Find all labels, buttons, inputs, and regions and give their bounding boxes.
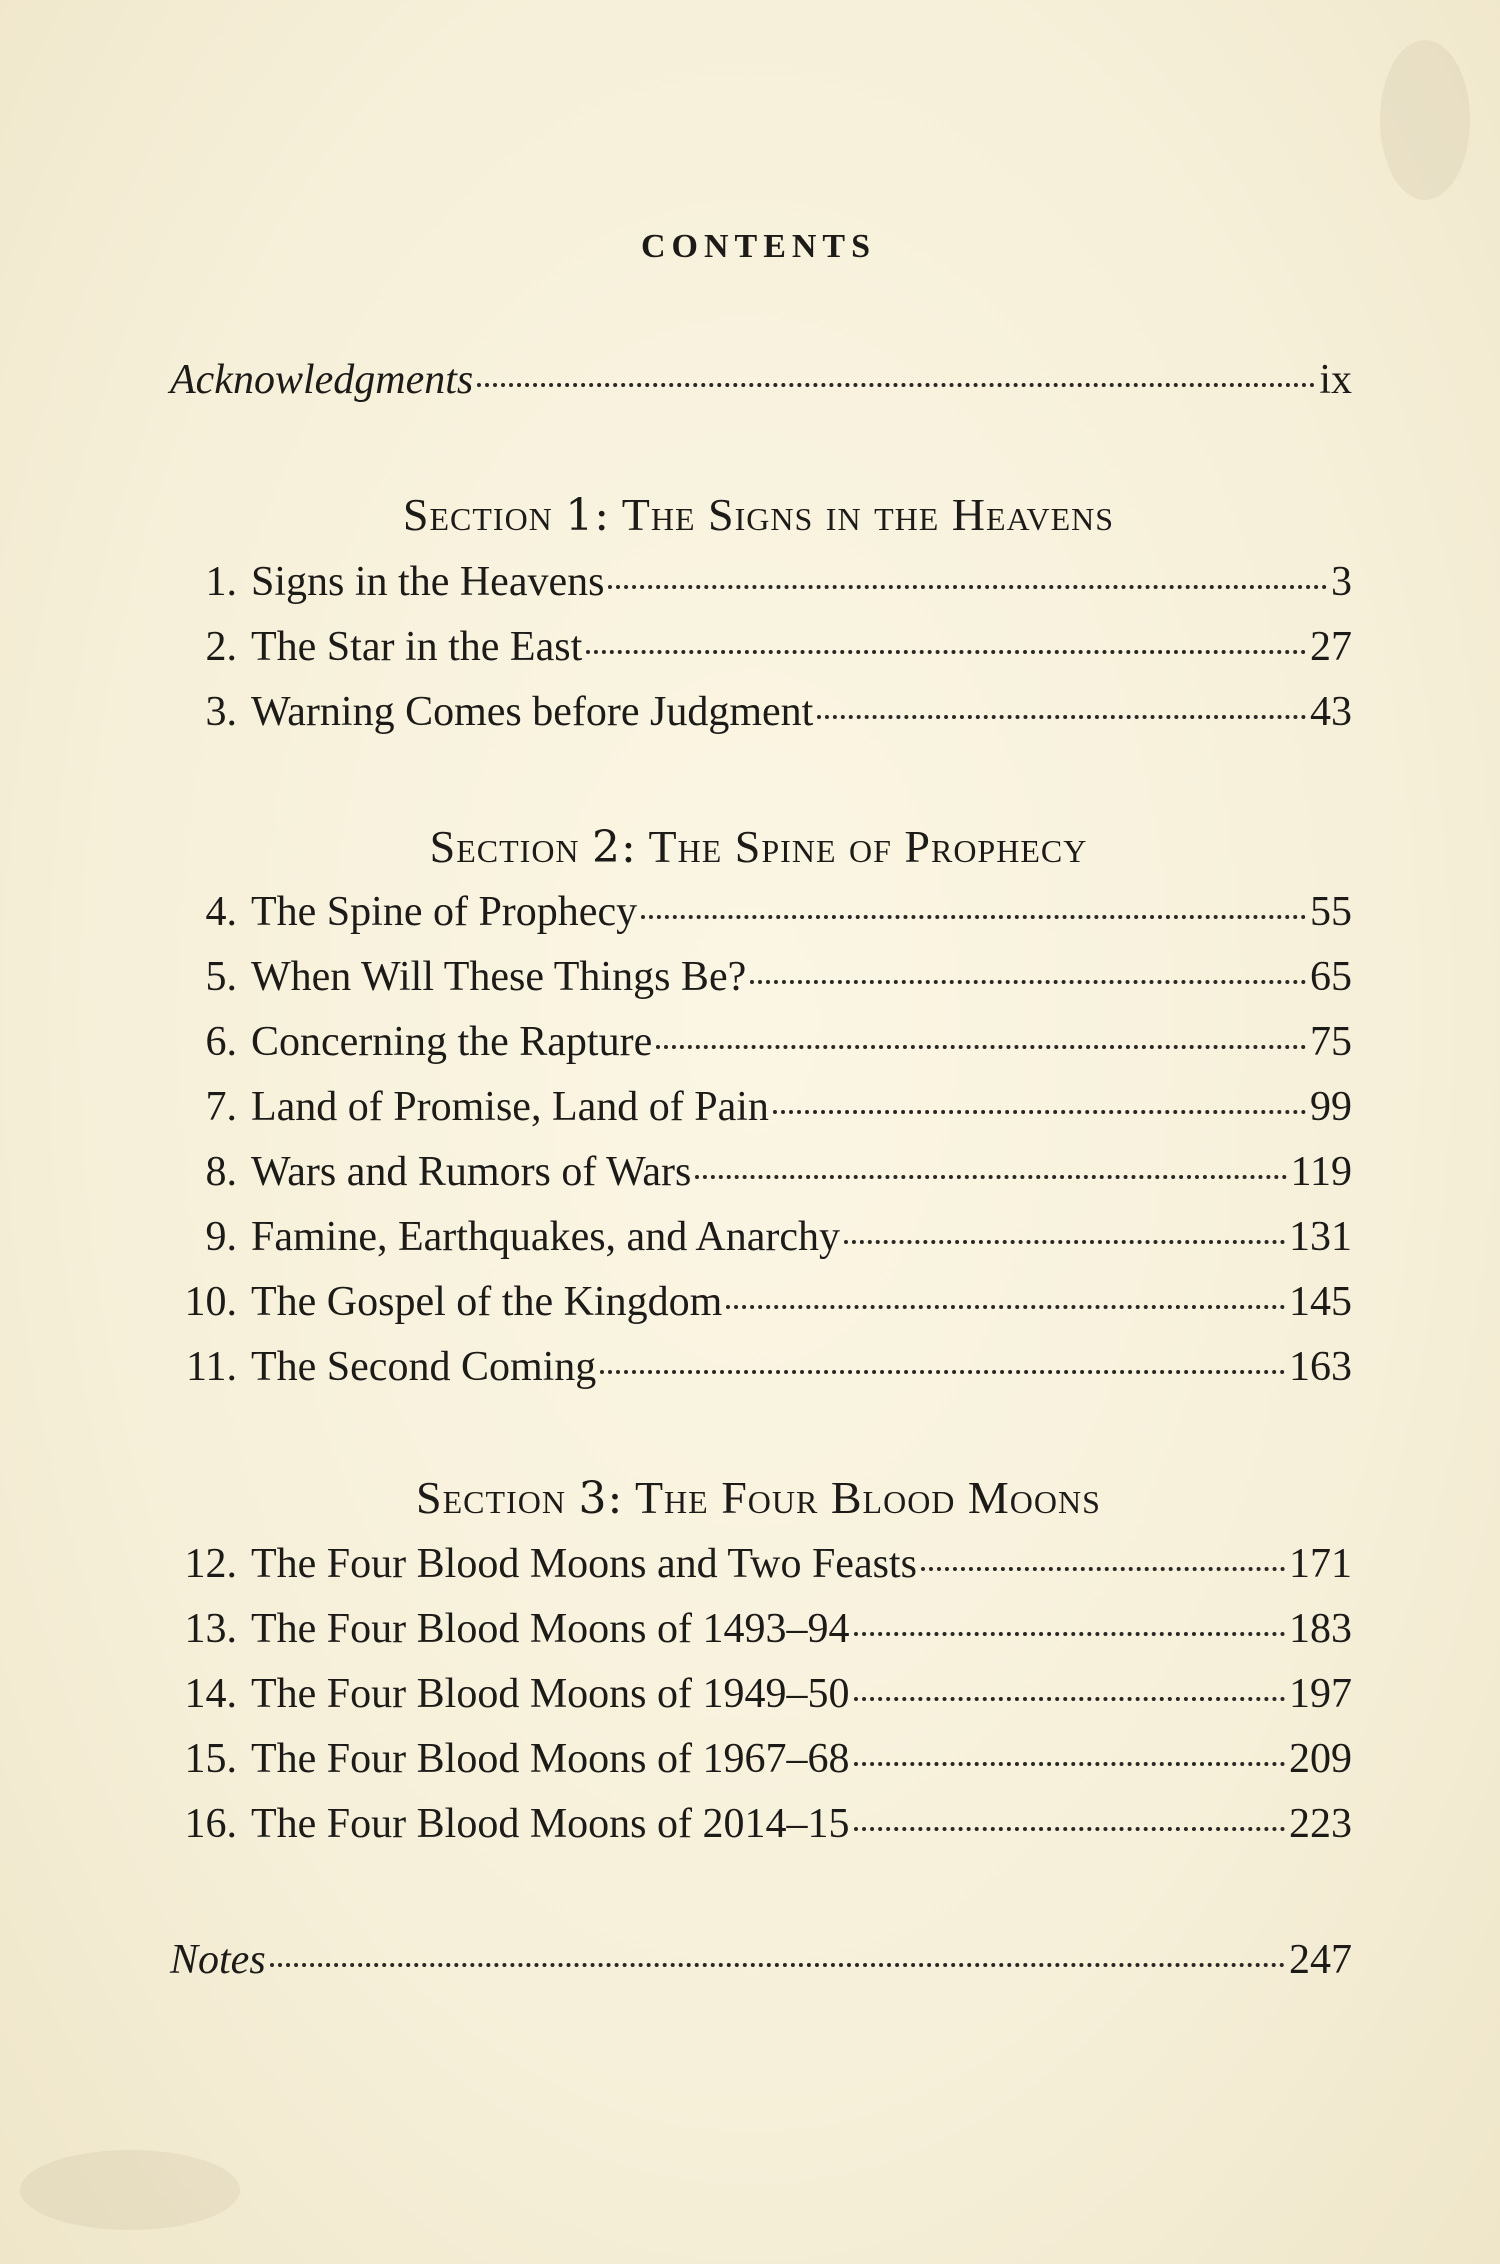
- chapter-page: 223: [1289, 1801, 1352, 1847]
- entry-title: Acknowledgments: [170, 357, 474, 403]
- toc-entry-chapter[interactable]: [165, 1010, 1352, 1074]
- entry-page: ix: [1319, 357, 1352, 403]
- dot-leader: [854, 1761, 1286, 1766]
- chapter-title: The Four Blood Moons of 1949–50: [251, 1671, 850, 1717]
- chapter-number: 7.: [205, 1084, 237, 1130]
- dot-leader: [750, 979, 1306, 984]
- dot-leader: [817, 714, 1306, 719]
- chapter-number: 14.: [184, 1671, 237, 1717]
- toc-entry-chapter[interactable]: [165, 550, 1352, 614]
- entry-page: 247: [1289, 1937, 1352, 1983]
- dot-leader: [854, 1631, 1286, 1636]
- toc-entry-chapter[interactable]: [165, 945, 1352, 1009]
- page-stain: [1380, 40, 1470, 200]
- page-stain: [20, 2150, 240, 2230]
- chapter-number: 3.: [205, 689, 237, 735]
- toc-entry-chapter[interactable]: [165, 680, 1352, 744]
- section-label: Section: [402, 489, 553, 540]
- dot-leader: [773, 1109, 1306, 1114]
- chapter-number: 12.: [184, 1541, 237, 1587]
- chapter-page: 197: [1289, 1671, 1352, 1717]
- section-label: Section: [416, 1472, 566, 1523]
- section-heading-2: [165, 815, 1352, 880]
- chapter-page: 171: [1289, 1541, 1352, 1587]
- chapter-number: 10.: [184, 1279, 237, 1325]
- toc-entry-chapter[interactable]: [165, 1075, 1352, 1139]
- dot-leader: [854, 1696, 1286, 1701]
- chapter-number: 4.: [205, 889, 237, 935]
- contents-heading: CONTENTS: [640, 228, 877, 265]
- entry-title: Notes: [170, 1937, 266, 1983]
- toc-entry-chapter[interactable]: [165, 615, 1352, 679]
- toc-entry-chapter[interactable]: [165, 1140, 1352, 1204]
- toc-entry-chapter[interactable]: [165, 1270, 1352, 1334]
- chapter-title: The Four Blood Moons and Two Feasts: [251, 1541, 917, 1587]
- chapter-number: 11.: [186, 1344, 237, 1390]
- section-number: 3:: [578, 1473, 624, 1524]
- chapter-title: Concerning the Rapture: [251, 1019, 653, 1065]
- chapter-page: 119: [1290, 1149, 1352, 1195]
- dot-leader: [726, 1304, 1285, 1309]
- toc-entry-chapter[interactable]: [165, 1662, 1352, 1726]
- chapter-number: 15.: [184, 1736, 237, 1782]
- chapter-number: 8.: [205, 1149, 237, 1195]
- chapter-page: 75: [1310, 1019, 1352, 1065]
- section-title: The Four Blood Moons: [634, 1472, 1101, 1523]
- chapter-title: Warning Comes before Judgment: [251, 689, 814, 735]
- dot-leader: [477, 382, 1315, 387]
- toc-entry-chapter[interactable]: [165, 1335, 1352, 1399]
- toc-entry-chapter[interactable]: [165, 1727, 1352, 1791]
- section-title: The Signs in the Heavens: [621, 489, 1115, 540]
- section-heading-1: [165, 483, 1352, 548]
- dot-leader: [695, 1174, 1286, 1179]
- dot-leader: [854, 1826, 1286, 1831]
- chapter-title: The Four Blood Moons of 1493–94: [251, 1606, 850, 1652]
- chapter-title: Wars and Rumors of Wars: [251, 1149, 692, 1195]
- chapter-page: 209: [1289, 1736, 1352, 1782]
- chapter-title: The Star in the East: [251, 624, 583, 670]
- chapter-number: 9.: [205, 1214, 237, 1260]
- chapter-page: 55: [1310, 889, 1352, 935]
- chapter-title: Signs in the Heavens: [251, 559, 605, 605]
- toc-entry-notes[interactable]: [165, 1928, 1352, 1992]
- section-number: 2:: [592, 822, 637, 873]
- chapter-number: 5.: [205, 954, 237, 1000]
- section-label: Section: [429, 821, 580, 872]
- chapter-page: 131: [1289, 1214, 1352, 1260]
- dot-leader: [586, 649, 1306, 654]
- dot-leader: [921, 1566, 1285, 1571]
- section-heading-3: [165, 1466, 1352, 1531]
- chapter-page: 99: [1310, 1084, 1352, 1130]
- chapter-title: Famine, Earthquakes, and Anarchy: [251, 1214, 840, 1260]
- chapter-title: The Gospel of the Kingdom: [251, 1279, 723, 1325]
- dot-leader: [641, 914, 1306, 919]
- chapter-title: The Four Blood Moons of 2014–15: [251, 1801, 850, 1847]
- chapter-title: The Second Coming: [251, 1344, 597, 1390]
- dot-leader: [656, 1044, 1306, 1049]
- chapter-title: The Spine of Prophecy: [251, 889, 638, 935]
- dot-leader: [608, 584, 1327, 589]
- chapter-page: 27: [1310, 624, 1352, 670]
- dot-leader: [600, 1369, 1285, 1374]
- chapter-page: 183: [1289, 1606, 1352, 1652]
- chapter-page: 145: [1289, 1279, 1352, 1325]
- toc-entry-chapter[interactable]: [165, 1597, 1352, 1661]
- dot-leader: [270, 1962, 1285, 1967]
- chapter-page: 65: [1310, 954, 1352, 1000]
- toc-entry-chapter[interactable]: [165, 880, 1352, 944]
- chapter-number: 13.: [184, 1606, 237, 1652]
- chapter-number: 1.: [205, 559, 237, 605]
- chapter-number: 2.: [205, 624, 237, 670]
- toc-entry-chapter[interactable]: [165, 1532, 1352, 1596]
- toc-entry-acknowledgments[interactable]: [165, 348, 1352, 412]
- toc-entry-chapter[interactable]: [165, 1792, 1352, 1856]
- chapter-page: 163: [1289, 1344, 1352, 1390]
- chapter-title: Land of Promise, Land of Pain: [251, 1084, 769, 1130]
- chapter-page: 43: [1310, 689, 1352, 735]
- chapter-number: 6.: [205, 1019, 237, 1065]
- toc-entry-chapter[interactable]: [165, 1205, 1352, 1269]
- dot-leader: [844, 1239, 1285, 1244]
- chapter-title: The Four Blood Moons of 1967–68: [251, 1736, 850, 1782]
- section-title: The Spine of Prophecy: [648, 821, 1088, 872]
- chapter-title: When Will These Things Be?: [251, 954, 747, 1000]
- chapter-number: 16.: [184, 1801, 237, 1847]
- chapter-page: 3: [1331, 559, 1352, 605]
- section-number: 1:: [565, 490, 611, 541]
